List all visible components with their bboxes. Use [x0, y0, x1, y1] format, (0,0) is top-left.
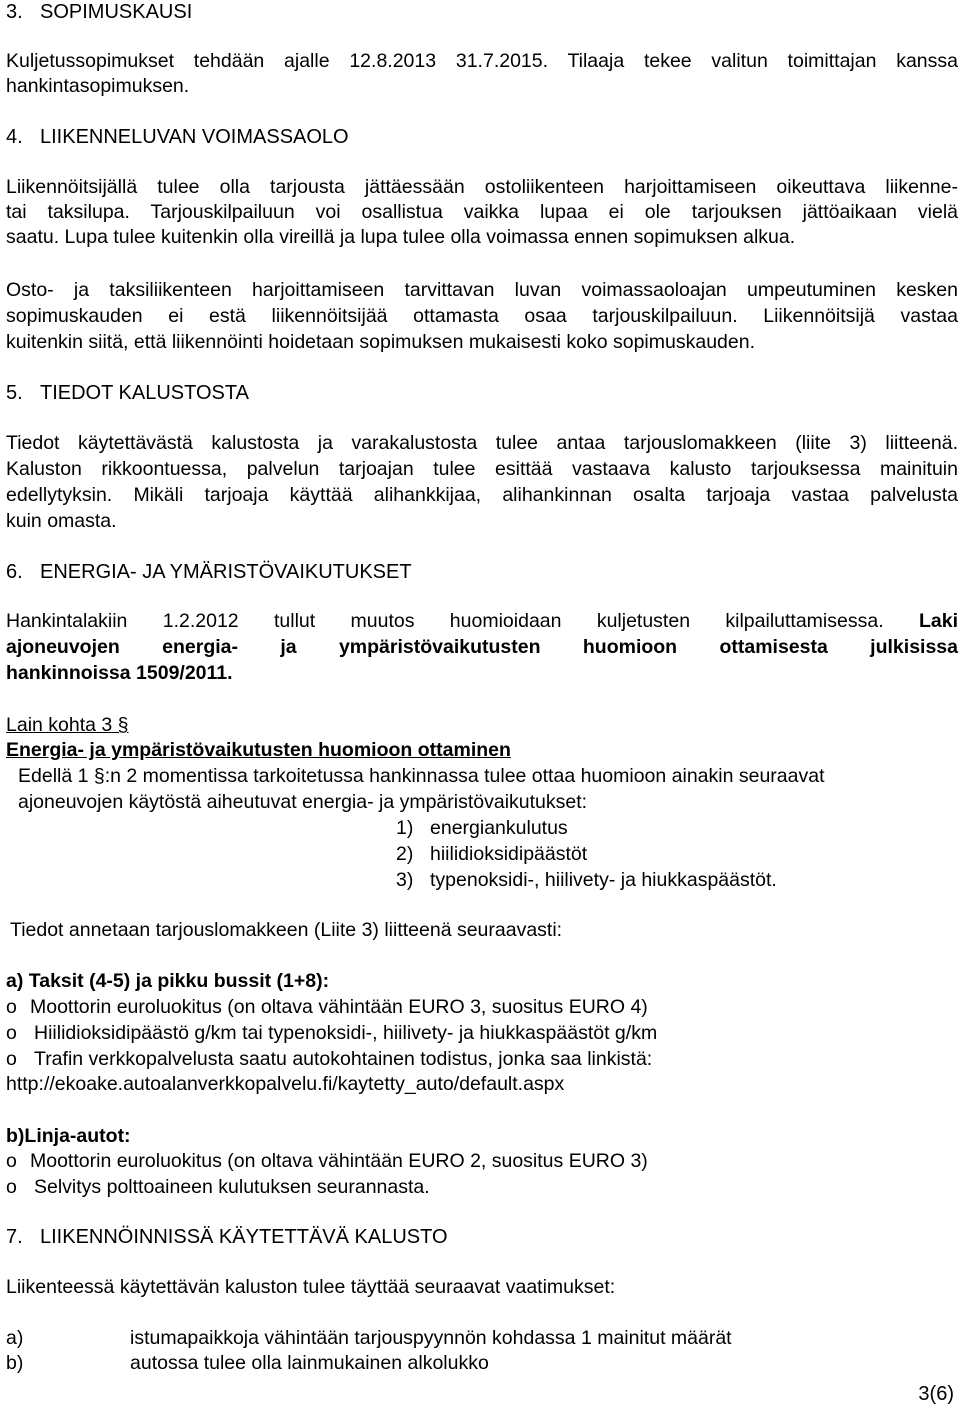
- taxi-heading: a) Taksit (4-5) ja pikku bussit (1+8):: [6, 970, 330, 992]
- section-4-text-line: tai taksilupa. Tarjouskilpailuun voi osallistua vaikka lupaa ei ole tarjouksen jättöaikaan vielä: [6, 201, 958, 223]
- section-4-text-line: kuitenkin siitä, että liikennöinti hoidetaan sopimuksen mukaisesti koko sopimuskauden.: [6, 331, 755, 353]
- section-4-heading: 4. LIIKENNELUVAN VOIMASSAOLO: [6, 126, 349, 148]
- section-4-text-line: Osto- ja taksiliikenteen harjoittamiseen tarvittavan luvan voimassaoloajan umpeutuminen kesken: [6, 279, 958, 301]
- requirement-item: a) istumapaikkoja vähintään tarjouspyynnön kohdassa 1 mainitut määrät: [6, 1327, 732, 1349]
- trafi-link[interactable]: http://ekoake.autoalanverkkopalvelu.fi/kaytetty_auto/default.aspx: [6, 1073, 565, 1095]
- requirement-item: b) autossa tulee olla lainmukainen alkolukko: [6, 1352, 489, 1374]
- page-number: 3(6): [918, 1383, 954, 1405]
- section-4-text-line: Liikennöitsijällä tulee olla tarjousta jättäessään ostoliikenteen harjoittamiseen oikeuttava liikenne-: [6, 176, 958, 198]
- section-5-heading: 5. TIEDOT KALUSTOSTA: [6, 382, 249, 404]
- bus-list-item: o Selvitys polttoaineen kulutuksen seurannasta.: [6, 1176, 430, 1198]
- section-4-text-line: saatu. Lupa tulee kuitenkin olla vireillä ja lupa tulee olla voimassa ennen sopimuksen alkua.: [6, 226, 796, 248]
- section-6-text-line: Hankintalakiin 1.2.2012 tullut muutos huomioidaan kuljetusten kilpailuttamisessa. Laki: [6, 610, 958, 632]
- law-text-line: Edellä 1 §:n 2 momentissa tarkoitetussa hankinnassa tulee ottaa huomioon ainakin seuraavat: [18, 765, 825, 787]
- info-line: Tiedot annetaan tarjouslomakkeen (Liite 3) liitteenä seuraavasti:: [10, 919, 563, 941]
- section-5-text-line: Tiedot käytettävästä kalustosta ja varakalustosta tulee antaa tarjouslomakkeen (liite 3) liitteenä.: [6, 432, 958, 454]
- section-7-heading: 7. LIIKENNÖINNISSÄ KÄYTETTÄVÄ KALUSTO: [6, 1226, 448, 1248]
- section-3-text-line: Kuljetussopimukset tehdään ajalle 12.8.2013 31.7.2015. Tilaaja tekee valitun toimittajan kanssa: [6, 50, 958, 72]
- taxi-list-item: o Hiilidioksidipäästö g/km tai typenoksidi-, hiilivety- ja hiukkaspäästöt g/km: [6, 1022, 658, 1044]
- section-5-text-line: kuin omasta.: [6, 510, 117, 532]
- section-7-intro: Liikenteessä käytettävän kaluston tulee täyttää seuraavat vaatimukset:: [6, 1276, 616, 1298]
- effect-list-item: 1) energiankulutus: [396, 817, 568, 839]
- section-3-text-line: hankintasopimuksen.: [6, 75, 190, 97]
- section-6-heading: 6. ENERGIA- JA YMÄRISTÖVAIKUTUKSET: [6, 561, 412, 583]
- bus-heading: b)Linja-autot:: [6, 1125, 131, 1147]
- section-5-text-line: edellytyksin. Mikäli tarjoaja käyttää alihankkijaa, alihankinnan osalta tarjoaja vastaa palvelusta: [6, 484, 958, 506]
- section-3-heading: 3. SOPIMUSKAUSI: [6, 1, 193, 23]
- law-reference: Lain kohta 3 §: [6, 714, 129, 736]
- effect-list-item: 2) hiilidioksidipäästöt: [396, 843, 588, 865]
- taxi-list-item: o Moottorin euroluokitus (on oltava vähintään EURO 3, suositus EURO 4): [6, 996, 648, 1018]
- bus-list-item: o Moottorin euroluokitus (on oltava vähintään EURO 2, suositus EURO 3): [6, 1150, 648, 1172]
- effect-list-item: 3) typenoksidi-, hiilivety- ja hiukkaspäästöt.: [396, 869, 777, 891]
- law-name-line: ajoneuvojen energia- ja ympäristövaikutusten huomioon ottamisesta julkisissa: [6, 636, 958, 658]
- law-text-line: ajoneuvojen käytöstä aiheutuvat energia- ja ympäristövaikutukset:: [18, 791, 588, 813]
- taxi-list-item: o Trafin verkkopalvelusta saatu autokohtainen todistus, jonka saa linkistä:: [6, 1048, 653, 1070]
- section-5-text-line: Kaluston rikkoontuessa, palvelun tarjoajan tulee esittää vastaava kalusto tarjouksessa mainituin: [6, 458, 958, 480]
- law-name-line: hankinnoissa 1509/2011.: [6, 662, 233, 684]
- law-section-title: Energia- ja ympäristövaikutusten huomioon ottaminen: [6, 739, 511, 761]
- section-4-text-line: sopimuskauden ei estä liikennöitsijää ottamasta osaa tarjouskilpailuun. Liikennöitsijä vastaa: [6, 305, 958, 327]
